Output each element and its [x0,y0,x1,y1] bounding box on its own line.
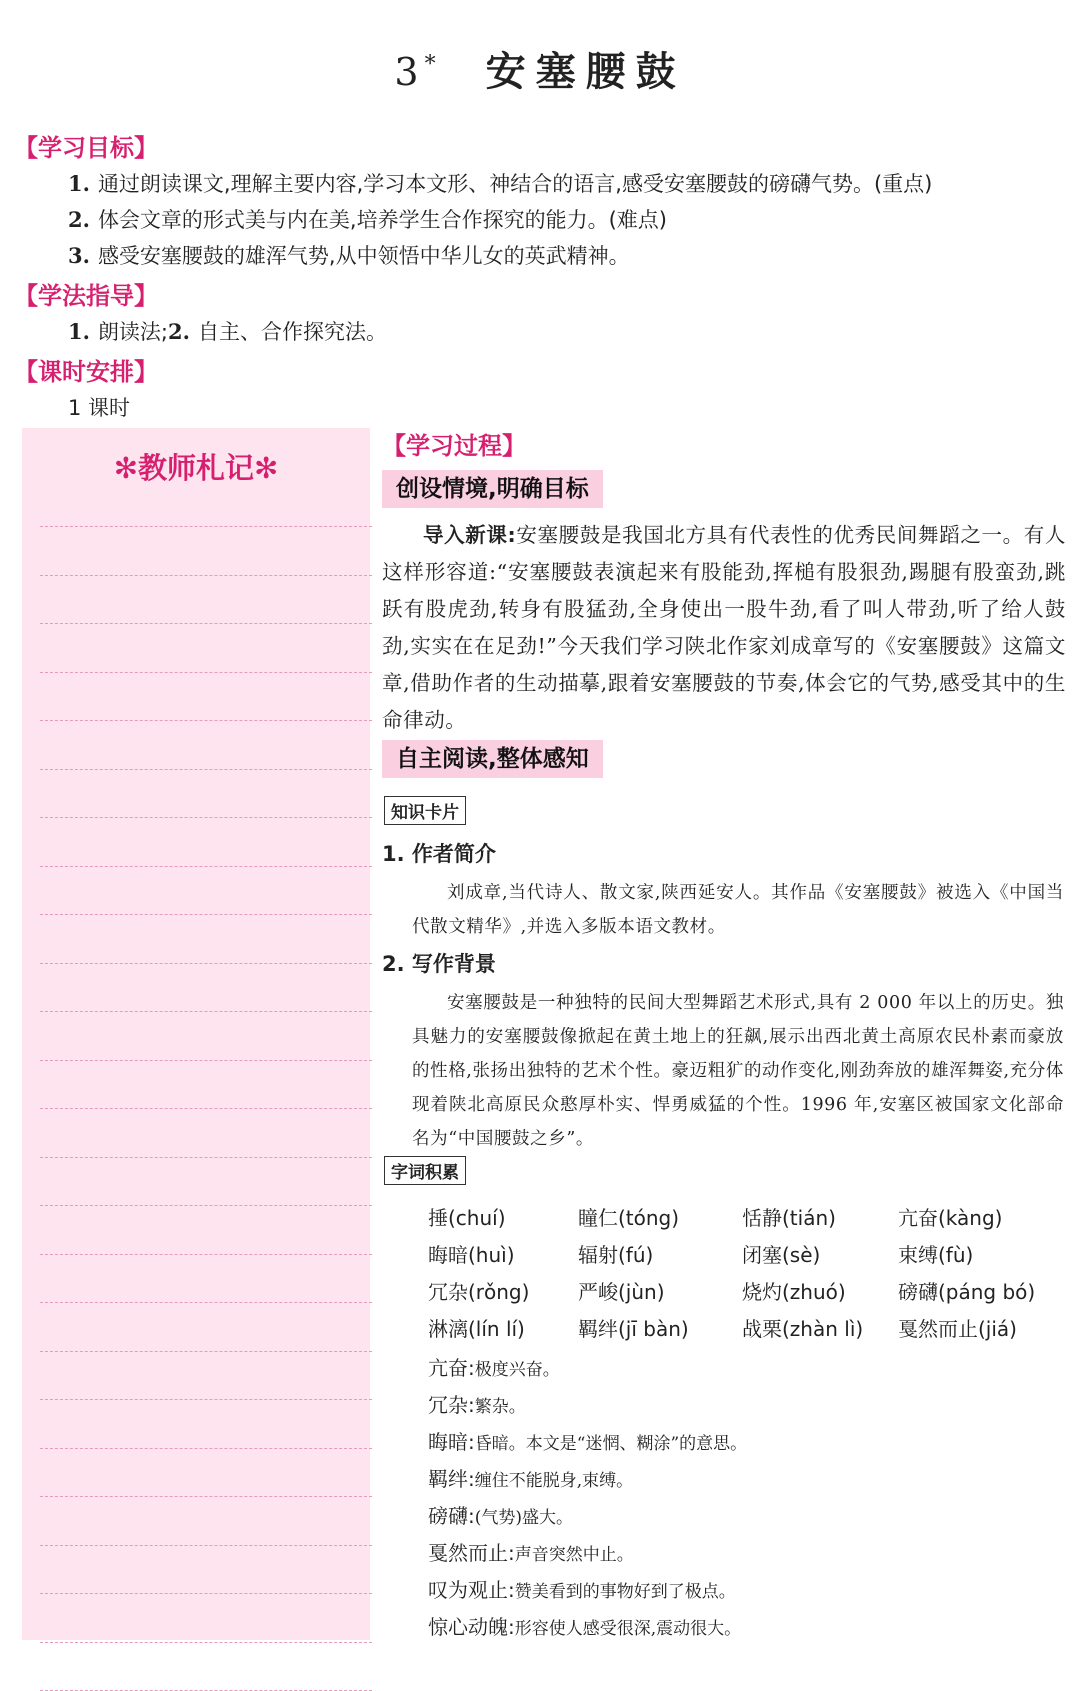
objectives-heading: 【学习目标】 [14,134,158,162]
definition-item [428,1574,736,1603]
note-rule [40,1351,372,1352]
note-rule [40,817,372,818]
objective-3: 3. 感受安塞腰鼓的雄浑气势,从中领悟中华儿女的英武精神。 [68,243,630,268]
note-rule [40,1496,372,1497]
vocab-item: 束缚(fù) [898,1243,974,1267]
definition-meaning: 昏暗。本文是“迷惘、糊涂”的意思。 [474,1434,748,1454]
vocab-item: 捶(chuí) [428,1206,506,1230]
vocab-item: 淋漓(lín lí) [428,1317,525,1341]
note-rule [40,1399,372,1400]
vocab-item: 瞳仁(tóng) [578,1206,680,1230]
definition-meaning: (气势)盛大。 [474,1508,574,1528]
definition-word: 羁绊: [428,1467,475,1491]
method-heading: 【学法指导】 [14,282,158,310]
intro-text: 安塞腰鼓是我国北方具有代表性的优秀民间舞蹈之一。有人这样形容道:“安塞腰鼓表演起来有股能劲,挥槌有股狠劲,踢腿有股蛮劲,跳跃有股虎劲,转身有股猛劲,全身使出一股牛劲,看了叫人带劲,听了给人鼓劲,实实在在足劲!”今天我们学习陕北作家刘成章写的《安塞腰鼓》这篇文章,借助作者的生动描摹,跟着安塞腰鼓的节奏,体会它的气势,感受其中的生命律动。 [382,523,1066,732]
definition-meaning: 形容使人感受很深,震动很大。 [514,1619,742,1639]
background-text: 安塞腰鼓是一种独特的民间大型舞蹈艺术形式,具有 2 000 年以上的历史。独具魅力的安塞腰鼓像掀起在黄土地上的狂飙,展示出西北黄土高原农民朴素而豪放的性格,张扬出独特的艺术个性。豪迈粗犷的动作变化,刚劲奔放的雄浑舞姿,充分体现着陕北高原民众憨厚朴实、悍勇威猛的个性。1996 年,安塞区被国家文化部命名为“中国腰鼓之乡”。 [412,993,1064,1149]
vocab-item: 羁绊(jī bàn) [578,1317,689,1341]
teacher-notes-title: ✻教师札记✻ [113,451,279,485]
note-rule [40,672,372,673]
definition-item [428,1611,741,1640]
definition-word: 戛然而止: [428,1541,515,1565]
definition-word: 叹为观止: [428,1578,515,1602]
vocab-item: 战栗(zhàn lì) [742,1317,864,1341]
author-heading: 1. 作者简介 [382,842,496,866]
vocab-item: 辐射(fú) [578,1243,654,1267]
definition-word: 亢奋: [428,1356,475,1380]
note-rule [40,963,372,964]
definition-item [428,1537,634,1566]
note-rule [40,1545,372,1546]
objective-2: 2. 体会文章的形式美与内在美,培养学生合作探究的能力。(难点) [68,207,667,232]
vocab-item: 磅礴(páng bó) [898,1280,1036,1304]
definition-meaning: 缠住不能脱身,束缚。 [474,1471,634,1491]
note-rule [40,1593,372,1594]
definition-word: 惊心动魄: [428,1615,515,1639]
schedule-text: 1 课时 [68,396,131,420]
note-rule [40,1448,372,1449]
lesson-name: 安塞腰鼓 [485,48,686,95]
note-rule [40,623,372,624]
note-rule [40,1011,372,1012]
intro-lead: 导入新课: [423,523,517,547]
background-heading: 2. 写作背景 [382,952,496,976]
vocab-item: 晦暗(huì) [428,1243,515,1267]
vocab-item: 恬静(tián) [742,1206,836,1230]
process-heading: 【学习过程】 [382,432,526,460]
note-rule [40,1060,372,1061]
note-rule [40,1157,372,1158]
definition-word: 晦暗: [428,1430,475,1454]
note-rule [40,1302,372,1303]
definition-word: 磅礴: [428,1504,475,1528]
note-rule [40,1642,372,1643]
note-rule [40,526,372,527]
vocab-item: 亢奋(kàng) [898,1206,1003,1230]
vocab-item: 戛然而止(jiá) [898,1317,1017,1341]
note-rule [40,1205,372,1206]
page-title [0,40,1080,97]
vocab-label: 字词积累 [384,1156,466,1185]
note-rule [40,575,372,576]
section-1-band: 创设情境,明确目标 [382,470,603,508]
vocab-item: 闭塞(sè) [742,1243,821,1267]
note-rule [40,769,372,770]
method-line: 1. 朗读法;2. 自主、合作探究法。 [68,319,387,344]
note-rule [40,1254,372,1255]
knowledge-card-label: 知识卡片 [384,796,466,825]
objective-1: 1. 通过朗读课文,理解主要内容,学习本文形、神结合的语言,感受安塞腰鼓的磅礴气势。(重点) [68,171,933,196]
definition-item [428,1426,747,1455]
definition-meaning: 繁杂。 [474,1397,526,1417]
intro-paragraph [382,517,1066,739]
author-text: 刘成章,当代诗人、散文家,陕西延安人。其作品《安塞腰鼓》被选入《中国当代散文精华》,并选入多版本语文教材。 [412,883,1064,937]
vocab-item: 烧灼(zhuó) [742,1280,846,1304]
lesson-star: * [424,51,442,77]
definition-item [428,1352,560,1381]
note-rule [40,720,372,721]
lesson-number: 3 [394,50,425,94]
definition-meaning: 极度兴奋。 [474,1360,560,1380]
definition-item [428,1389,526,1418]
definition-item [428,1463,633,1492]
section-2-band: 自主阅读,整体感知 [382,740,603,778]
note-rule [40,866,372,867]
schedule-heading: 【课时安排】 [14,358,158,386]
definition-word: 冗杂: [428,1393,475,1417]
teacher-notes-panel [22,428,370,1640]
vocab-item: 冗杂(rǒng) [428,1280,530,1304]
definition-meaning: 赞美看到的事物好到了极点。 [514,1582,736,1602]
definition-item [428,1500,573,1529]
definition-meaning: 声音突然中止。 [514,1545,634,1565]
note-rule [40,1108,372,1109]
note-rule [40,914,372,915]
vocab-item: 严峻(jùn) [578,1280,665,1304]
